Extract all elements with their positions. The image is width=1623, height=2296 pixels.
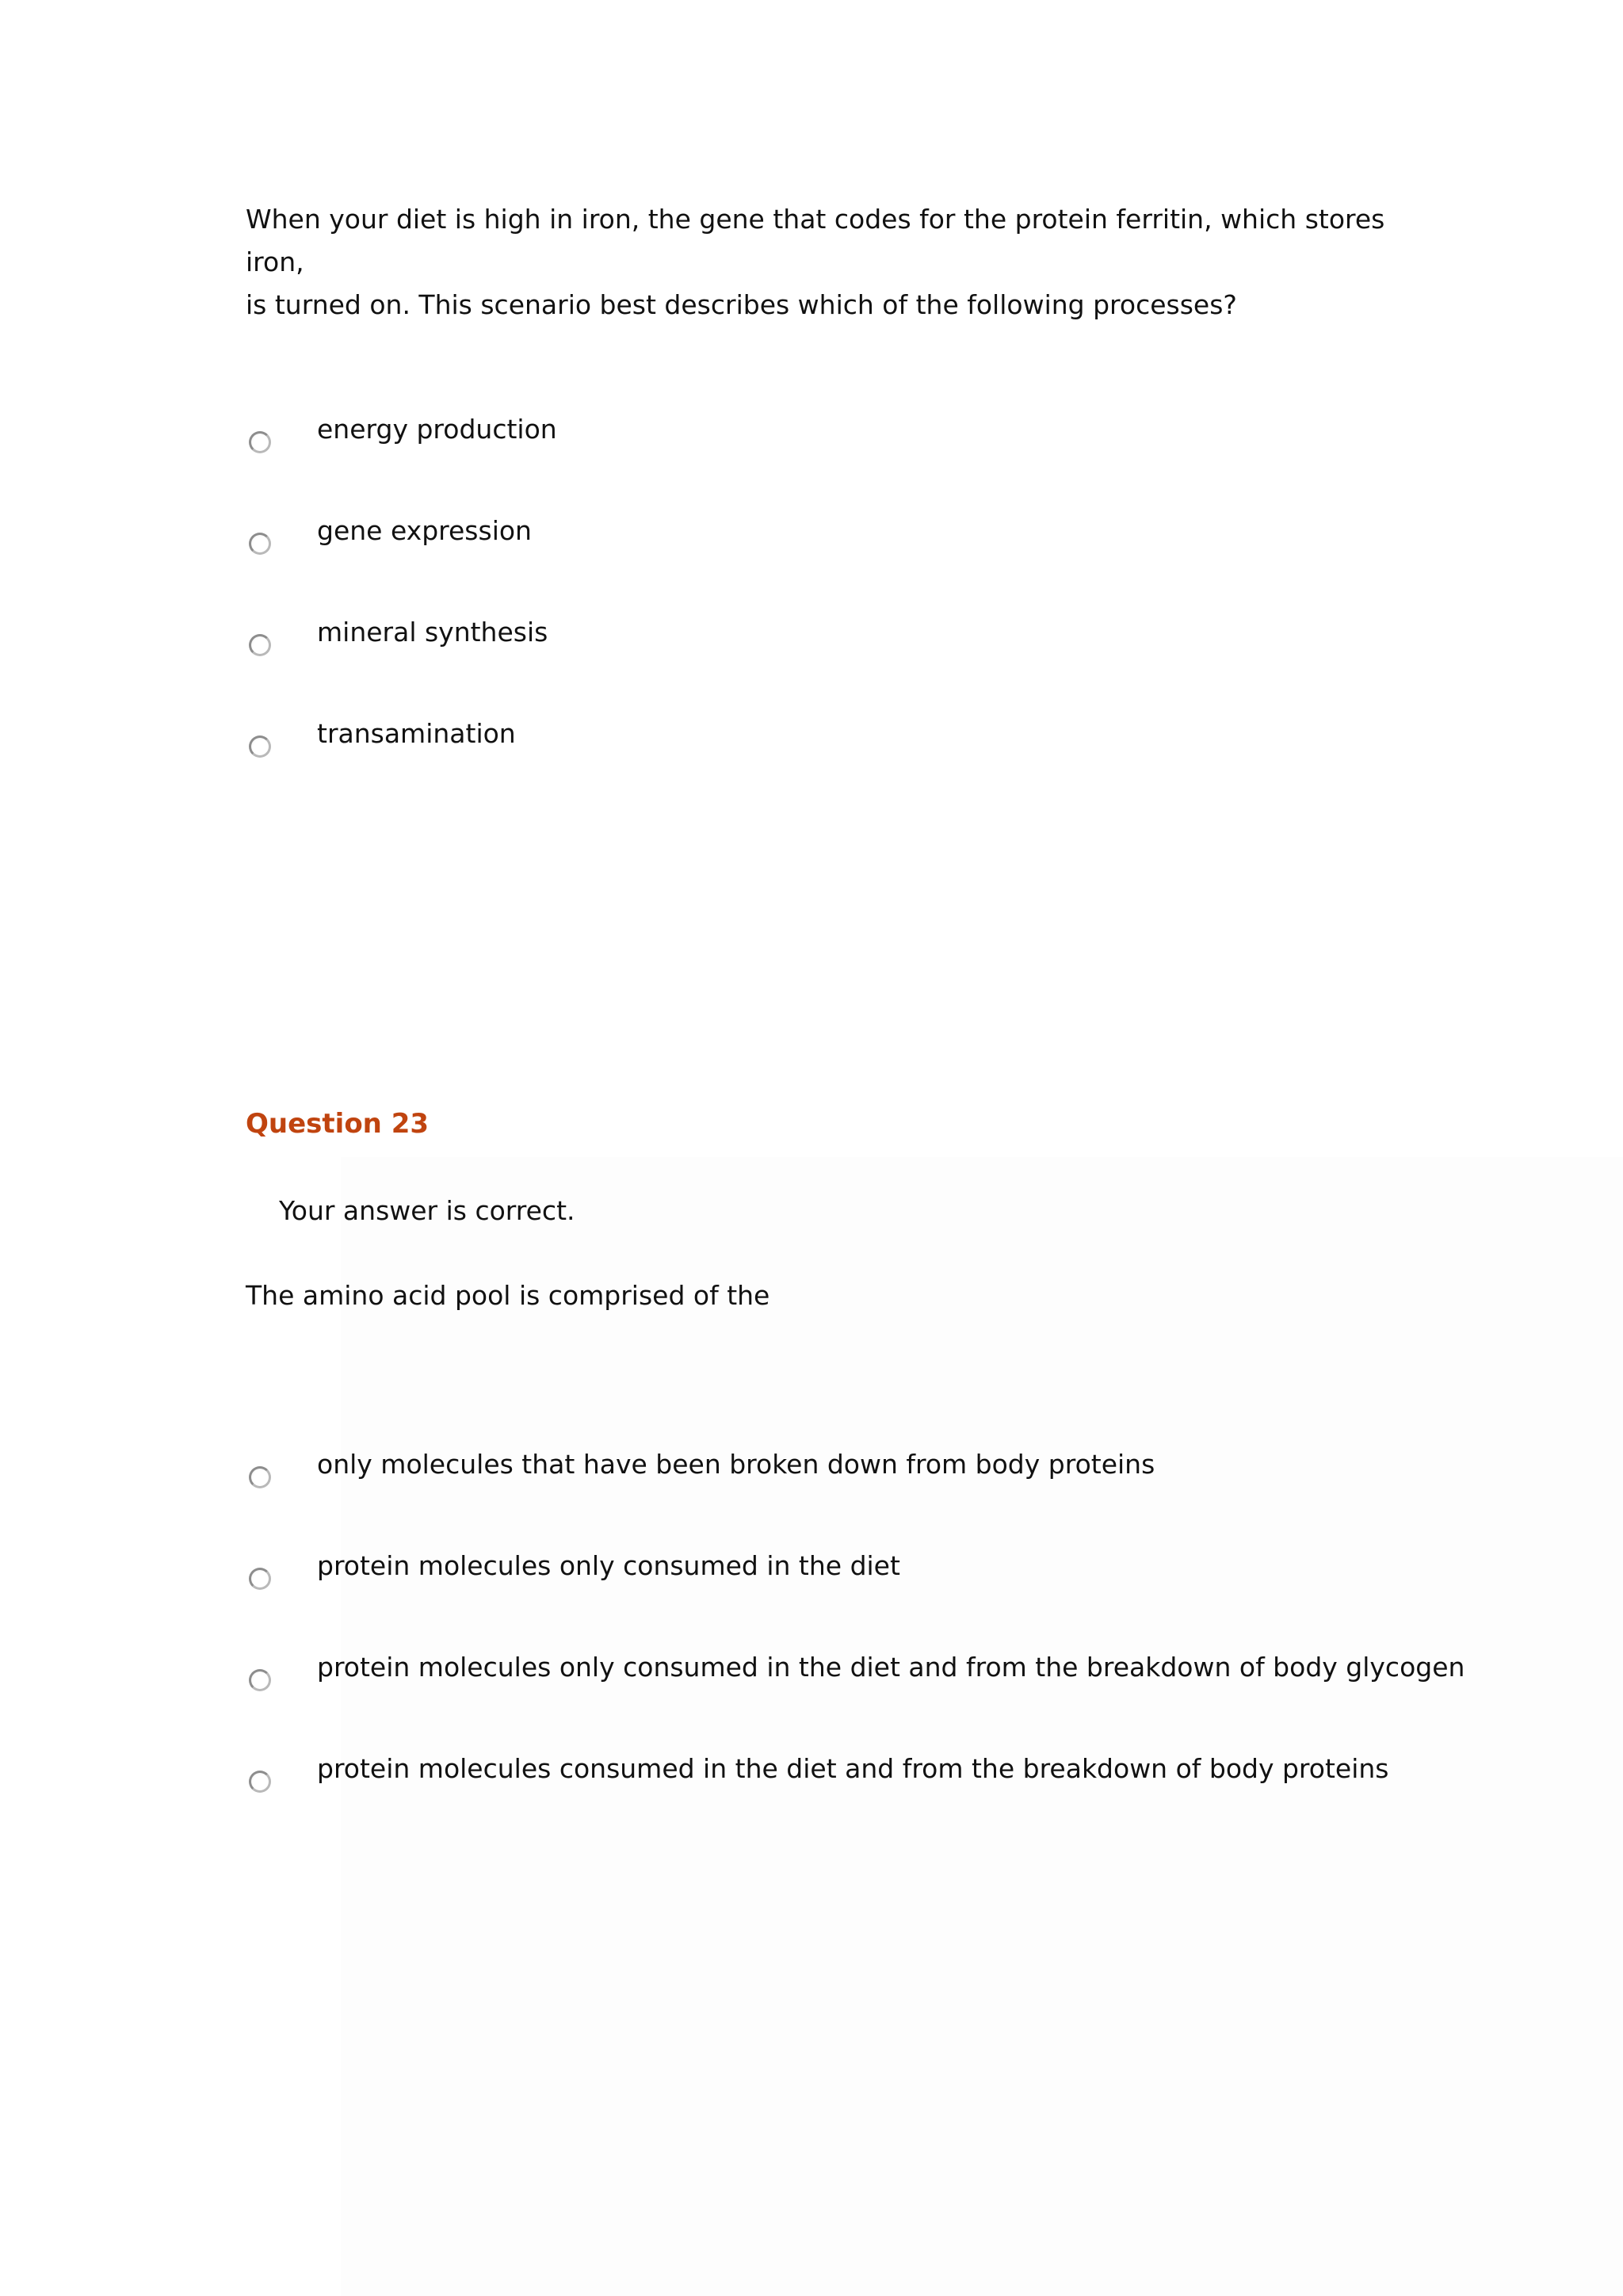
question-22-option-2[interactable] [246,515,1434,563]
answer-feedback: Your answer is correct. [279,1195,575,1226]
question-22-option-1[interactable] [246,414,1434,461]
option-label[interactable]: gene expression [317,515,532,546]
question-heading: Question 23 [246,1108,430,1140]
option-label[interactable]: protein molecules only consumed in the diet and from the breakdown of body glycogen [317,1652,1465,1683]
radio-button-unselected-icon[interactable] [249,735,271,758]
radio-button-unselected-icon[interactable] [249,1669,271,1691]
question-22-text [246,198,1403,327]
question-22-text-line1: When your diet is high in iron, the gene that codes for the protein ferritin, which stores iron, [246,204,1385,277]
page-shade [341,1157,1623,2296]
radio-button-unselected-icon[interactable] [249,634,271,656]
question-23-option-2[interactable] [246,1550,1434,1598]
radio-button-unselected-icon[interactable] [249,431,271,453]
option-label[interactable]: only molecules that have been broken down from body proteins [317,1449,1155,1480]
question-22-option-4[interactable] [246,718,1434,766]
question-23-text: The amino acid pool is comprised of the [246,1280,770,1311]
question-23-option-4[interactable] [246,1753,1434,1801]
option-label[interactable]: transamination [317,718,516,749]
question-23-option-3[interactable] [246,1652,1465,1699]
radio-button-unselected-icon[interactable] [249,533,271,555]
option-label[interactable]: protein molecules only consumed in the diet [317,1550,900,1581]
question-22-option-3[interactable] [246,617,1434,664]
radio-button-unselected-icon[interactable] [249,1466,271,1488]
option-label[interactable]: mineral synthesis [317,617,548,648]
radio-button-unselected-icon[interactable] [249,1568,271,1590]
question-23-option-1[interactable] [246,1449,1434,1496]
option-label[interactable]: energy production [317,414,557,445]
question-22-text-line2: is turned on. This scenario best describes which of the following processes? [246,289,1237,320]
option-label[interactable]: protein molecules consumed in the diet and from the breakdown of body proteins [317,1753,1389,1784]
radio-button-unselected-icon[interactable] [249,1771,271,1793]
